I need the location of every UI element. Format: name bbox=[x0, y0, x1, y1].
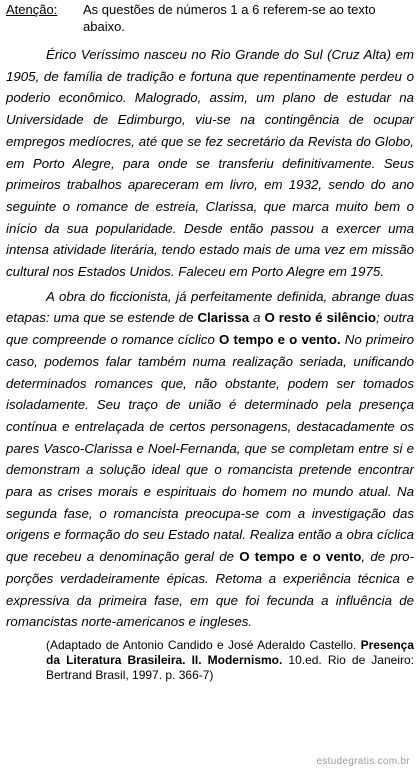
paragraph-work-text-3: ; outra que compreende o romance cíclico bbox=[6, 310, 414, 348]
book-title-o-tempo-e-o-vento: O tempo e o vento. bbox=[219, 332, 341, 348]
attention-text: As questões de números 1 a 6 referem-se ao texto abaixo. bbox=[83, 2, 376, 34]
book-title-o-resto-e-silencio: O resto é silêncio bbox=[264, 310, 377, 326]
attention-header bbox=[6, 0, 414, 35]
site-watermark: estudegratis.com.br bbox=[316, 756, 410, 767]
document-page bbox=[6, 0, 414, 683]
paragraph-work-text-1: A obra do ficcionista, já perfeitamente definida, abrange duas etapas: uma que se estende de bbox=[6, 288, 414, 326]
source-citation bbox=[46, 638, 414, 683]
paragraph-biography: Érico Veríssimo nasceu no Rio Grande do Sul (Cruz Alta) em 1905, de família de tradição e fortuna que repentinamente perdeu o poderio econômico. Malogrado, assim, um plano de estudar na Universidade de Edimburgo, viu-se na contingência de ocupar empregos medíocres, até que se fez secretário da Revista do Globo, em Porto Alegre, para onde se transferiu definitivamente. Seus primeiros trabalhos apareceram em livro, em 1932, sendo do ano seguinte o romance de estreia, Clarissa, que marca muito bem o início da sua popularidade. Desde então passou a exercer uma intensa atividade literária, tendo estado mais de uma vez em missão cultural nos Estados Unidos. Faleceu em Porto Alegre em 1975. bbox=[6, 47, 414, 280]
book-title-o-tempo-e-o-vento-2: O tempo e o vento bbox=[239, 549, 362, 565]
book-title-clarissa: Clarissa bbox=[197, 310, 250, 326]
paragraph-work-text-4: No primeiro caso, podemos falar também numa realização seriada, unificando determinados romances que, não obstante, podem ser tomados isoladamente. Seu traço de união é determinado pela presença contínua e entrelaçada de certos personagens, destacadamente os pares Vasco-Clarissa e Noel-Fernanda, que se completam entre si e demonstram a solução ideal que o romancista pretende encontrar para as crises morais e espirituais do homem no mundo atual. Na segunda fase, o romancista preocupa-se com a investigação das origens e formação do seu Estado natal. Realiza então a obra cíclica que recebeu a denominação geral de bbox=[6, 332, 414, 565]
paragraph-work bbox=[6, 286, 414, 633]
attention-label: Atenção: bbox=[6, 2, 58, 17]
paragraph-work-text-5: , de pro-porções verdadeiramente épicas. Retoma a experiência técnica e expressiva da primeira fase, em que foi fecunda a influência de romancistas norte-americanos e ingleses. bbox=[6, 549, 414, 630]
paragraph-work-text-2: a bbox=[249, 310, 265, 326]
source-book-title: Presença da Literatura Brasileira. II. Modernismo. bbox=[46, 637, 414, 667]
source-suffix: 10.ed. Rio de Janeiro: Bertrand Brasil, 1997. p. 366-7) bbox=[46, 652, 414, 682]
source-prefix: (Adaptado de Antonio Candido e José Aderaldo Castello. bbox=[46, 637, 361, 652]
